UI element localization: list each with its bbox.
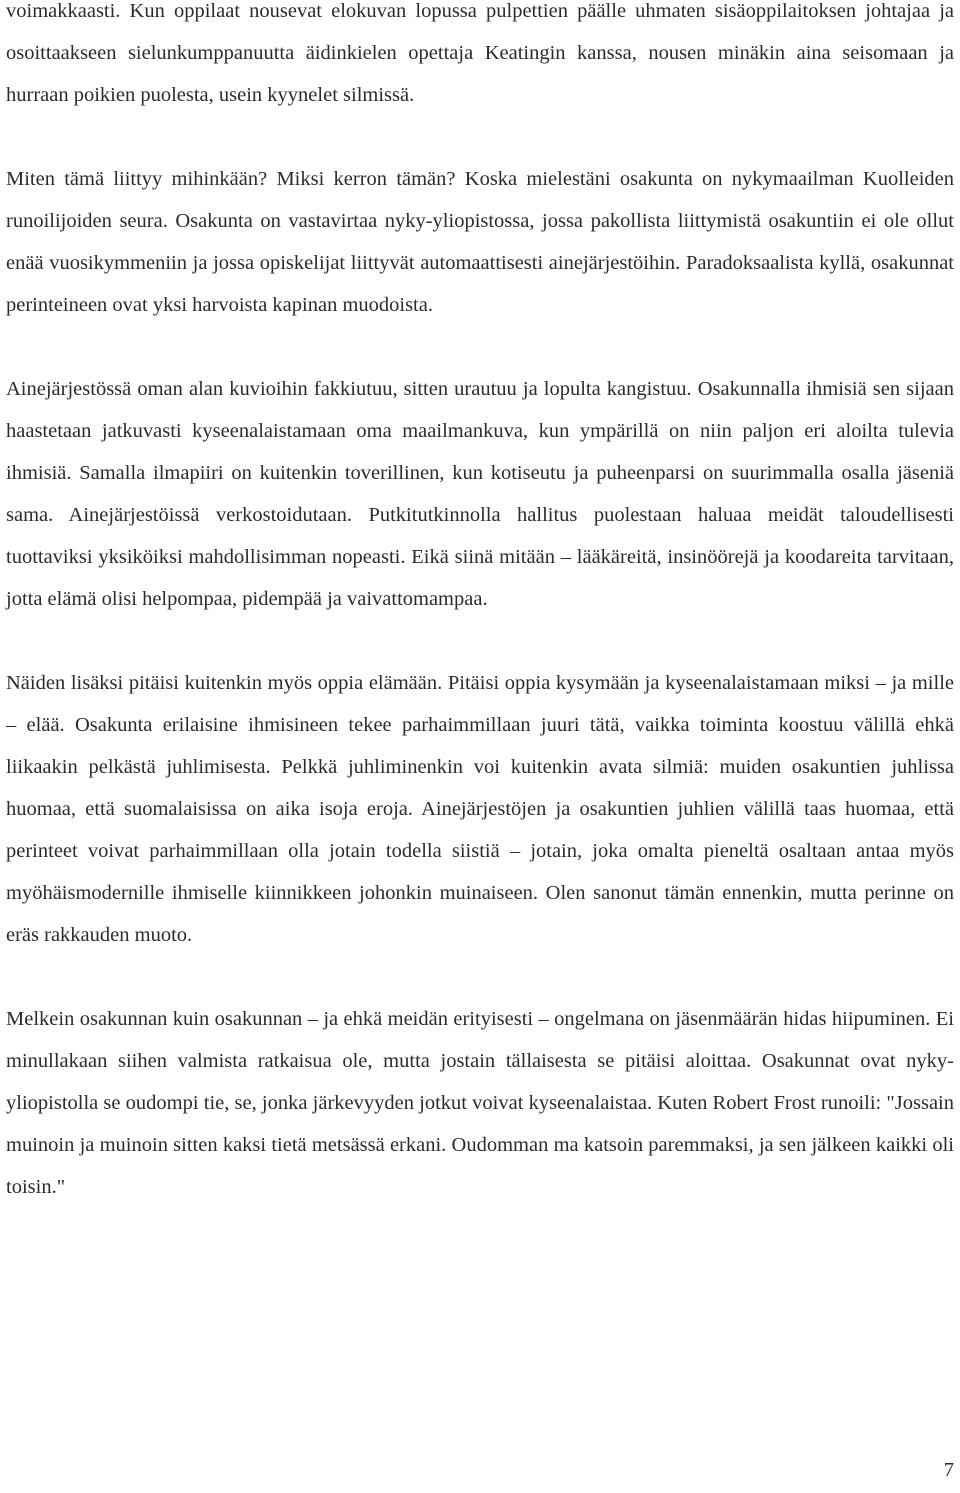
paragraph-5: Melkein osakunnan kuin osakunnan – ja ehkä meidän erityisesti – ongelmana on jäsenmäärän hidas hiipuminen. Ei minullakaan siihen valmista ratkaisua ole, mutta jostain tällaisesta se pitäisi aloittaa. Osakunnat ovat nyky-yliopistolla se oudompi tie, se, jonka järkevyyden jotkut voivat kyseenalaistaa. Kuten Robert Frost runoili: "Jossain muinoin ja muinoin sitten kaksi tietä metsässä erkani. Oudomman ma katsoin paremmaksi, ja sen jälkeen kaikki oli toisin." <box>6 1008 954 1198</box>
page-number: 7 <box>943 1459 954 1481</box>
paragraph-1: voimakkaasti. Kun oppilaat nousevat elokuvan lopussa pulpettien päälle uhmaten sisäoppilaitoksen johtajaa ja osoittaakseen sielunkumppanuutta äidinkielen opettaja Keatingin kanssa, nousen minäkin aina seisomaan ja hurraan poikien puolesta, usein kyynelet silmissä. <box>6 0 954 106</box>
document-page <box>6 0 954 1250</box>
paragraph-4: Näiden lisäksi pitäisi kuitenkin myös oppia elämään. Pitäisi oppia kysymään ja kyseenalaistamaan miksi – ja mille – elää. Osakunta erilaisine ihmisineen tekee parhaimmillaan juuri tätä, vaikka toiminta koostuu välillä ehkä liikaakin pelkästä juhlimisesta. Pelkkä juhliminenkin voi kuitenkin avata silmiä: muiden osakuntien juhlissa huomaa, että suomalaisissa on aika isoja eroja. Ainejärjestöjen ja osakuntien juhlien välillä taas huomaa, että perinteet voivat parhaimmillaan olla jotain todella siistiä – jotain, joka omalta pieneltä osaltaan antaa myös myöhäismodernille ihmiselle kiinnikkeen johonkin muinaiseen. Olen sanonut tämän ennenkin, mutta perinne on eräs rakkauden muoto. <box>6 672 954 946</box>
paragraph-3: Ainejärjestössä oman alan kuvioihin fakkiutuu, sitten urautuu ja lopulta kangistuu. Osakunnalla ihmisiä sen sijaan haastetaan jatkuvasti kyseenalaistamaan oma maailmankuva, kun ympärillä on niin paljon eri aloilta tulevia ihmisiä. Samalla ilmapiiri on kuitenkin toverillinen, kun kotiseutu ja puheenparsi on suurimmalla osalla jäseniä sama. Ainejärjestöissä verkostoidutaan. Putkitutkinnolla hallitus puolestaan haluaa meidät taloudellisesti tuottaviksi yksiköiksi mahdollisimman nopeasti. Eikä siinä mitään – lääkäreitä, insinöörejä ja koodareita tarvitaan, jotta elämä olisi helpompaa, pidempää ja vaivattomampaa. <box>6 378 954 610</box>
paragraph-2: Miten tämä liittyy mihinkään? Miksi kerron tämän? Koska mielestäni osakunta on nykymaailman Kuolleiden runoilijoiden seura. Osakunta on vastavirtaa nyky-yliopistossa, jossa pakollista liittymistä osakuntiin ei ole ollut enää vuosikymmeniin ja jossa opiskelijat liittyvät automaattisesti ainejärjestöihin. Paradoksaalista kyllä, osakunnat perinteineen ovat yksi harvoista kapinan muodoista. <box>6 168 954 316</box>
